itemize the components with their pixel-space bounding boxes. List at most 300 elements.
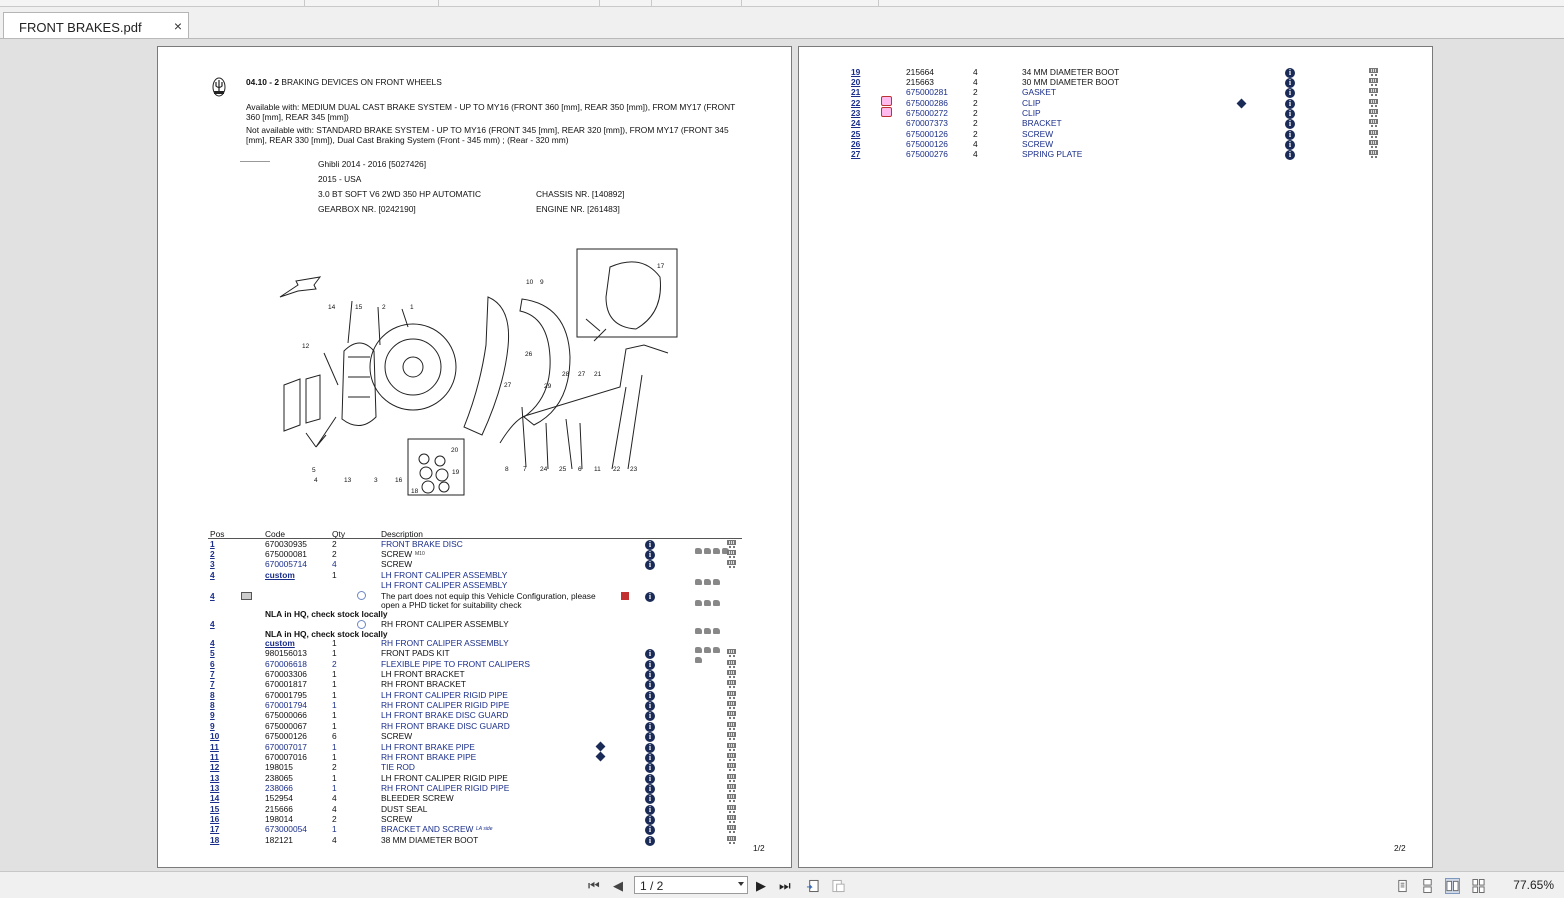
callout-20: 20 — [451, 447, 459, 454]
row-code: 980156013 — [265, 648, 307, 658]
single-page-view-icon[interactable] — [1396, 879, 1409, 893]
cart-icon[interactable] — [1369, 88, 1379, 97]
cart-icon[interactable] — [1369, 68, 1379, 77]
row-code: 675000281 — [906, 87, 948, 97]
row-description: DUST SEAL — [381, 804, 428, 814]
row-description: 38 MM DIAMETER BOOT — [381, 835, 479, 845]
cart-icon[interactable] — [727, 753, 737, 762]
pdf-page-2 — [798, 46, 1433, 868]
info-icon[interactable]: i — [645, 691, 655, 701]
row-qty: 2 — [973, 87, 978, 97]
info-icon[interactable]: i — [645, 732, 655, 742]
row-description: The part does not equip this Vehicle Configuration, please — [381, 591, 596, 601]
info-icon[interactable]: i — [1285, 88, 1295, 98]
row-code: 675000126 — [906, 129, 948, 139]
cart-icon[interactable] — [727, 743, 737, 752]
tab-title: FRONT BRAKES.pdf — [19, 20, 142, 35]
screw-size-note: M10 — [415, 551, 425, 557]
info-icon[interactable]: i — [1285, 130, 1295, 140]
row-description: FRONT PADS KIT — [381, 648, 450, 658]
row-pos-link[interactable]: 3 — [210, 559, 215, 569]
top-menu-strip — [0, 0, 1564, 7]
zoom-level[interactable]: 77.65% — [1513, 878, 1554, 892]
row-qty: 4 — [332, 835, 337, 845]
row-description: 34 MM DIAMETER BOOT — [1022, 67, 1120, 77]
info-icon[interactable]: i — [645, 784, 655, 794]
row-code: 670006618 — [265, 659, 307, 669]
info-icon[interactable]: i — [645, 592, 655, 602]
callout-17: 17 — [657, 263, 665, 270]
next-page-icon[interactable]: ▶ — [756, 878, 766, 893]
row-pos-link[interactable]: 21 — [851, 87, 861, 97]
callout-14: 14 — [328, 304, 336, 311]
callout-19: 19 — [452, 469, 460, 476]
row-pos-link[interactable]: 20 — [851, 77, 861, 87]
cart-icon[interactable] — [1369, 150, 1379, 159]
row-description: open a PHD ticket for suitability check — [381, 600, 522, 610]
section-title: BRAKING DEVICES ON FRONT WHEELS — [281, 77, 442, 87]
row-description: SCREW — [381, 814, 413, 824]
cart-icon[interactable] — [1369, 130, 1379, 139]
cart-icon[interactable] — [727, 815, 737, 824]
engine-number: ENGINE NR. [261483] — [536, 204, 620, 214]
vehicle-compat-icon — [695, 640, 722, 648]
row-pos-link[interactable]: 27 — [851, 149, 861, 159]
row-code: 670030935 — [265, 539, 307, 549]
cart-icon[interactable] — [727, 794, 737, 803]
row-code: 670007016 — [265, 752, 307, 762]
row-pos-link[interactable]: 17 — [210, 824, 220, 834]
exploded-parts-diagram — [276, 247, 681, 502]
vehicle-compat-icon — [695, 572, 722, 580]
first-page-icon[interactable]: ⏮ — [588, 878, 600, 893]
callout-10: 10 — [526, 279, 534, 286]
row-description: RH FRONT CALIPER ASSEMBLY — [381, 638, 509, 648]
row-qty: 1 — [332, 752, 337, 762]
row-code: 182121 — [265, 835, 293, 845]
row-pos-link[interactable]: 6 — [210, 659, 215, 669]
row-description: RH FRONT CALIPER RIGID PIPE — [381, 783, 510, 793]
vehicle-compat-icon — [695, 650, 704, 658]
row-code: 670005714 — [265, 559, 307, 569]
row-qty: 1 — [332, 721, 337, 731]
row-code: 238066 — [265, 783, 293, 793]
info-icon[interactable]: i — [645, 805, 655, 815]
row-pos-link[interactable]: 4 — [210, 570, 215, 580]
page-number: 2/2 — [1394, 843, 1406, 853]
variant-icon[interactable] — [357, 591, 366, 600]
cart-icon[interactable] — [727, 805, 737, 814]
row-qty: 1 — [332, 570, 337, 580]
row-description: SPRING PLATE — [1022, 149, 1083, 159]
cart-icon[interactable] — [1369, 140, 1379, 149]
info-icon[interactable]: i — [645, 660, 655, 670]
row-code: 675000286 — [906, 98, 948, 108]
row-qty: 4 — [973, 67, 978, 77]
info-icon[interactable]: i — [1285, 68, 1295, 78]
info-icon[interactable]: i — [645, 815, 655, 825]
row-pos-link[interactable]: 12 — [210, 762, 220, 772]
diamond-icon[interactable] — [1237, 99, 1247, 109]
brake-disc — [370, 324, 456, 410]
tab-bar — [0, 7, 1564, 39]
caliper-detail — [606, 262, 661, 329]
chevron-down-icon[interactable] — [738, 882, 744, 886]
col-header-code: Code — [265, 529, 286, 539]
info-icon[interactable]: i — [645, 753, 655, 763]
row-qty: 2 — [332, 539, 337, 549]
row-description: BLEEDER SCREW — [381, 793, 454, 803]
row-code: 670001817 — [265, 679, 307, 689]
row-pos-link[interactable]: 25 — [851, 129, 861, 139]
row-code: 670007373 — [906, 118, 948, 128]
row-pos-link[interactable]: 11 — [210, 742, 219, 752]
row-qty: 6 — [332, 731, 337, 741]
row-qty: 4 — [332, 793, 337, 803]
row-description: RH FRONT BRAKE DISC GUARD — [381, 721, 510, 731]
callout-27b: 27 — [504, 382, 512, 389]
row-qty: 1 — [332, 783, 337, 793]
car-silhouette-icon — [240, 161, 270, 162]
row-pos-link[interactable]: 9 — [210, 710, 215, 720]
callout-26: 26 — [525, 351, 533, 358]
info-icon[interactable]: i — [645, 560, 655, 570]
row-code: 675000126 — [906, 139, 948, 149]
row-description: RH FRONT CALIPER RIGID PIPE — [381, 700, 510, 710]
row-qty: 1 — [332, 669, 337, 679]
row-code: 675000272 — [906, 108, 948, 118]
info-icon[interactable]: i — [645, 763, 655, 773]
col-header-description: Description — [381, 529, 423, 539]
row-code-link[interactable]: custom — [265, 638, 295, 648]
row-description: 30 MM DIAMETER BOOT — [1022, 77, 1120, 87]
row-pos-link[interactable]: 13 — [210, 773, 220, 783]
row-pos-link[interactable]: 4 — [210, 591, 215, 601]
availability-line-1: Available with: MEDIUM DUAL CAST BRAKE SYSTEM - UP TO MY16 (FRONT 360 [mm], REAR 350 [mm]), FROM MY17 (FRONT — [246, 102, 736, 112]
row-pos-link[interactable]: 14 — [210, 793, 220, 803]
row-description: SCREW — [1022, 129, 1054, 139]
info-icon[interactable]: i — [1285, 140, 1295, 150]
callout-3: 3 — [374, 477, 378, 484]
row-pos-link[interactable]: 4 — [210, 619, 215, 629]
row-description: LH FRONT CALIPER ASSEMBLY — [381, 570, 508, 580]
col-header-qty: Qty — [332, 529, 346, 539]
cart-icon[interactable] — [727, 774, 737, 783]
row-pos-link[interactable]: 5 — [210, 648, 215, 658]
row-qty: 1 — [332, 824, 337, 834]
row-qty: 4 — [973, 149, 978, 159]
row-code-link[interactable]: custom — [265, 570, 295, 580]
info-icon[interactable]: i — [645, 774, 655, 784]
row-qty: 4 — [973, 139, 978, 149]
row-qty: 2 — [973, 129, 978, 139]
row-qty: 4 — [332, 559, 337, 569]
row-qty: 2 — [973, 118, 978, 128]
row-code: 673000054 — [265, 824, 307, 834]
row-description: LH FRONT CALIPER ASSEMBLY — [381, 580, 508, 590]
row-qty: 4 — [973, 77, 978, 87]
page-number-value: 1 / 2 — [640, 879, 664, 893]
callout-24: 24 — [540, 466, 548, 473]
row-description: LH FRONT CALIPER RIGID PIPE — [381, 773, 508, 783]
callout-22: 22 — [613, 466, 621, 473]
row-description: GASKET — [1022, 87, 1056, 97]
info-icon[interactable]: i — [645, 722, 655, 732]
row-code: 238065 — [265, 773, 293, 783]
row-qty: 2 — [332, 762, 337, 772]
row-pos-link[interactable]: 15 — [210, 804, 220, 814]
callout-12: 12 — [302, 343, 310, 350]
page-number: 1/2 — [753, 843, 765, 853]
info-icon[interactable]: i — [1285, 78, 1295, 88]
callout-8: 8 — [505, 466, 509, 473]
last-page-icon[interactable]: ⏭ — [779, 878, 791, 893]
info-icon[interactable]: i — [645, 649, 655, 659]
row-description: RH FRONT BRACKET — [381, 679, 466, 689]
info-icon[interactable]: i — [645, 711, 655, 721]
cart-icon[interactable] — [727, 784, 737, 793]
variant-icon[interactable] — [357, 620, 366, 629]
status-bar — [0, 871, 1564, 898]
cart-icon[interactable] — [1369, 119, 1379, 128]
row-description: CLIP — [1022, 108, 1041, 118]
row-qty: 1 — [332, 690, 337, 700]
row-code: 675000276 — [906, 149, 948, 159]
vehicle-compat-icon — [695, 621, 722, 629]
row-qty: 2 — [973, 98, 978, 108]
row-pos-link[interactable]: 22 — [851, 98, 861, 108]
callout-1: 1 — [410, 304, 414, 311]
cart-icon[interactable] — [1369, 109, 1379, 118]
info-icon[interactable]: i — [645, 794, 655, 804]
callout-15: 15 — [355, 304, 363, 311]
row-description: SCREW — [381, 549, 413, 559]
cart-icon[interactable] — [727, 660, 737, 669]
continuous-view-icon[interactable] — [1421, 879, 1434, 893]
brake-pads — [284, 375, 320, 431]
model-name: Ghibli 2014 - 2016 [5027426] — [318, 159, 427, 169]
row-pos-link[interactable]: 8 — [210, 690, 215, 700]
cart-icon[interactable] — [727, 670, 737, 679]
3d-view-icon[interactable] — [881, 96, 892, 106]
info-icon[interactable]: i — [645, 670, 655, 680]
section-code: 04.10 - 2 — [246, 77, 280, 87]
callout-5: 5 — [312, 467, 316, 474]
row-code: 215666 — [265, 804, 293, 814]
row-description: FRONT BRAKE DISC — [381, 539, 463, 549]
row-pos-link[interactable]: 18 — [210, 835, 220, 845]
brake-pipe — [500, 345, 668, 443]
nla-notice: NLA in HQ, check stock locally — [265, 629, 388, 639]
row-pos-link[interactable]: 8 — [210, 700, 215, 710]
row-qty: 1 — [332, 648, 337, 658]
row-code: 198014 — [265, 814, 293, 824]
engine-description: 3.0 BT SOFT V6 2WD 350 HP AUTOMATIC — [318, 189, 482, 199]
row-description: BRACKET AND SCREW — [381, 824, 474, 834]
callout-2: 2 — [382, 304, 386, 311]
diamond-icon[interactable] — [596, 742, 606, 752]
cart-icon[interactable] — [1369, 99, 1379, 108]
row-description: LH FRONT CALIPER RIGID PIPE — [381, 690, 508, 700]
callout-16: 16 — [395, 477, 403, 484]
row-code: 670007017 — [265, 742, 307, 752]
row-qty: 2 — [332, 814, 337, 824]
warning-icon — [621, 592, 629, 600]
row-qty: 2 — [332, 549, 337, 559]
row-qty: 1 — [332, 679, 337, 689]
nla-notice: NLA in HQ, check stock locally — [265, 609, 388, 619]
row-code: 675000067 — [265, 721, 307, 731]
row-pos-link[interactable]: 9 — [210, 721, 215, 731]
info-icon[interactable]: i — [645, 825, 655, 835]
gearbox-number: GEARBOX NR. [0242190] — [318, 204, 416, 214]
info-icon[interactable]: i — [1285, 99, 1295, 109]
cart-icon[interactable] — [727, 560, 737, 569]
callout-27: 27 — [578, 371, 586, 378]
cart-icon[interactable] — [727, 836, 737, 845]
row-description: LH FRONT BRAKE PIPE — [381, 742, 475, 752]
row-code: 670001794 — [265, 700, 307, 710]
not-available-line-1: Not available with: STANDARD BRAKE SYSTEM - UP TO MY16 (FRONT 345 [mm], REAR 320 [mm]), FROM MY17 (FRONT 345 — [246, 125, 729, 135]
disc-guard — [464, 297, 509, 435]
row-qty: 2 — [973, 108, 978, 118]
pdf-page-1 — [157, 46, 792, 868]
row-qty: 4 — [332, 804, 337, 814]
callout-4: 4 — [314, 477, 318, 484]
callout-11: 11 — [594, 466, 601, 473]
row-description: FLEXIBLE PIPE TO FRONT CALIPERS — [381, 659, 530, 669]
maserati-trident-logo-icon — [212, 77, 226, 97]
caliper — [342, 343, 376, 426]
info-icon[interactable]: i — [645, 836, 655, 846]
cart-icon[interactable] — [727, 680, 737, 689]
info-icon[interactable]: i — [645, 701, 655, 711]
row-pos-link[interactable]: 1 — [210, 539, 215, 549]
callout-21: 21 — [594, 371, 602, 378]
camera-icon[interactable] — [241, 592, 252, 600]
cart-icon[interactable] — [727, 732, 737, 741]
row-description: RH FRONT CALIPER ASSEMBLY — [381, 619, 509, 629]
previous-page-icon[interactable]: ◀ — [613, 878, 623, 893]
row-pos-link[interactable]: 10 — [210, 731, 220, 741]
row-code: 675000126 — [265, 731, 307, 741]
callout-7: 7 — [523, 466, 527, 473]
row-description: SCREW — [1022, 139, 1054, 149]
row-qty: 1 — [332, 700, 337, 710]
callout-29: 29 — [544, 383, 552, 390]
row-pos-link[interactable]: 13 — [210, 783, 220, 793]
info-icon[interactable]: i — [1285, 150, 1295, 160]
continuous-facing-view-icon[interactable] — [1472, 879, 1485, 893]
callout-25: 25 — [559, 466, 567, 473]
market: 2015 - USA — [318, 174, 362, 184]
vehicle-compat-icon — [695, 541, 731, 549]
row-description: LH FRONT BRAKE DISC GUARD — [381, 710, 509, 720]
cart-icon[interactable] — [727, 825, 737, 834]
cart-icon[interactable] — [727, 691, 737, 700]
row-description: LH FRONT BRACKET — [381, 669, 465, 679]
row-qty: 1 — [332, 773, 337, 783]
document-viewer[interactable] — [0, 39, 1564, 871]
row-code: 675000066 — [265, 710, 307, 720]
row-pos-link[interactable]: 23 — [851, 108, 861, 118]
not-available-line-2: [mm], REAR 330 [mm]), Dual Cast Braking System (Front - 345 mm) ; (Rear - 320 mm) — [246, 135, 569, 145]
previous-view-icon[interactable] — [806, 879, 819, 893]
row-pos-link[interactable]: 11 — [210, 752, 219, 762]
cart-icon[interactable] — [727, 550, 737, 559]
row-code: 152954 — [265, 793, 293, 803]
row-description: SCREW — [381, 559, 413, 569]
row-pos-link[interactable]: 7 — [210, 669, 215, 679]
callout-28: 28 — [562, 371, 570, 378]
cart-icon[interactable] — [727, 649, 737, 658]
row-description: SCREW — [381, 731, 413, 741]
row-qty: 1 — [332, 710, 337, 720]
cart-icon[interactable] — [1369, 78, 1379, 87]
info-icon[interactable]: i — [645, 680, 655, 690]
facing-view-icon[interactable] — [1446, 879, 1459, 893]
info-icon[interactable]: i — [645, 743, 655, 753]
callout-6: 6 — [578, 466, 582, 473]
col-header-pos: Pos — [210, 529, 225, 539]
info-icon[interactable]: i — [645, 550, 655, 560]
row-description: RH FRONT BRAKE PIPE — [381, 752, 477, 762]
row-qty: 1 — [332, 638, 337, 648]
callout-23: 23 — [630, 466, 638, 473]
cart-icon[interactable] — [727, 701, 737, 710]
row-pos-link[interactable]: 16 — [210, 814, 220, 824]
direction-arrow-icon — [280, 277, 320, 297]
row-description: CLIP — [1022, 98, 1041, 108]
3d-view-icon[interactable] — [881, 107, 892, 117]
row-code: 215664 — [906, 67, 934, 77]
callout-18: 18 — [411, 488, 419, 495]
info-icon[interactable]: i — [1285, 109, 1295, 119]
row-pos-link[interactable]: 24 — [851, 118, 861, 128]
page-number-field[interactable] — [634, 876, 748, 894]
info-icon[interactable]: i — [1285, 119, 1295, 129]
tab-front-brakes-pdf[interactable] — [3, 12, 189, 38]
cart-icon[interactable] — [727, 763, 737, 772]
callout-13: 13 — [344, 477, 352, 484]
row-code: 670001795 — [265, 690, 307, 700]
row-pos-link[interactable]: 2 — [210, 549, 215, 559]
row-pos-link[interactable]: 7 — [210, 679, 215, 689]
dust-shield — [520, 299, 570, 425]
cart-icon[interactable] — [727, 722, 737, 731]
row-code: 198015 — [265, 762, 293, 772]
row-code: 670003306 — [265, 669, 307, 679]
row-pos-link[interactable]: 19 — [851, 67, 861, 77]
row-description: BRACKET — [1022, 118, 1062, 128]
row-description: TIE ROD — [381, 762, 415, 772]
diamond-icon[interactable] — [596, 752, 606, 762]
row-pos-link[interactable]: 26 — [851, 139, 861, 149]
next-view-icon[interactable] — [832, 879, 845, 893]
vehicle-compat-icon — [695, 593, 722, 601]
availability-line-2: 360 [mm], REAR 345 [mm]) — [246, 112, 349, 122]
chassis-number: CHASSIS NR. [140892] — [536, 189, 625, 199]
row-code: 675000081 — [265, 549, 307, 559]
row-code: 215663 — [906, 77, 934, 87]
row-pos-link[interactable]: 4 — [210, 638, 215, 648]
callout-9: 9 — [540, 279, 544, 286]
bracket-side-note: LA side — [476, 826, 493, 832]
info-icon[interactable]: i — [645, 540, 655, 550]
row-qty: 1 — [332, 742, 337, 752]
cart-icon[interactable] — [727, 711, 737, 720]
close-icon[interactable]: × — [173, 18, 182, 34]
